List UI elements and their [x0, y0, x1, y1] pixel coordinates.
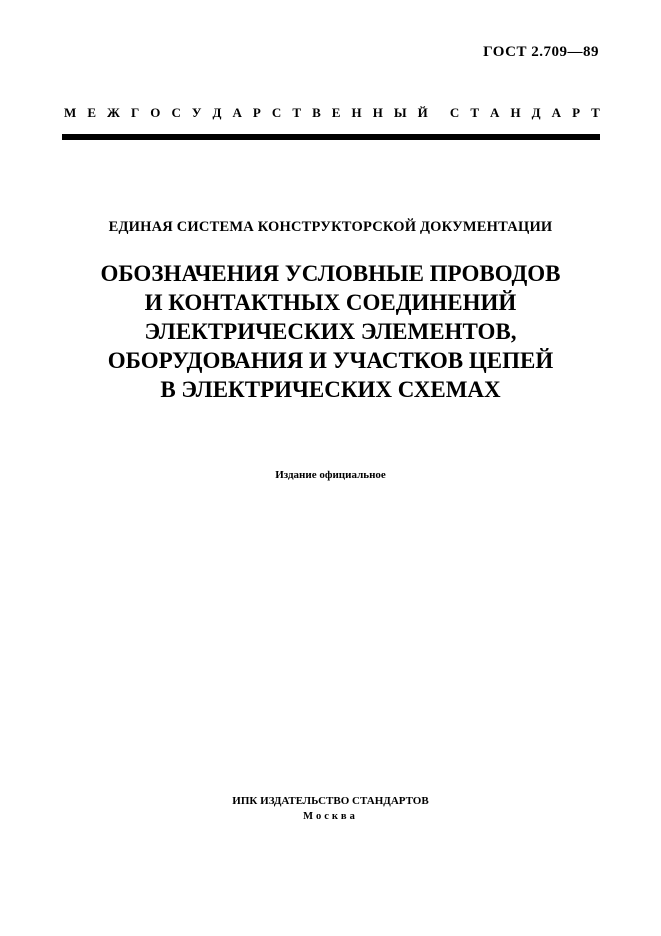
standard-type-letter: Е — [331, 105, 341, 120]
standard-type-letter: Н — [372, 105, 383, 120]
edition-label: Издание официальное — [275, 469, 386, 481]
standard-type-letter: Н — [351, 105, 362, 120]
title-line: ОБОРУДОВАНИЯ И УЧАСТКОВ ЦЕПЕЙ — [107, 348, 554, 373]
standard-type-letter: С — [271, 105, 282, 120]
standard-type-letter: Й — [417, 105, 428, 120]
standard-type-letter: Т — [591, 105, 600, 120]
standard-type-letter: Д — [212, 105, 222, 120]
standard-type-letter: О — [150, 105, 161, 120]
standard-type-letter: У — [191, 105, 202, 120]
standard-type-letter: Р — [572, 105, 581, 120]
standard-type-letter: Т — [470, 105, 479, 120]
standard-type-letter: А — [490, 105, 500, 120]
standard-type-letter: Д — [531, 105, 541, 120]
standard-type-letter: Н — [510, 105, 521, 120]
title-line: ЭЛЕКТРИЧЕСКИХ ЭЛЕМЕНТОВ, — [144, 319, 517, 344]
gost-number: ГОСТ 2.709—89 — [483, 44, 599, 60]
standard-type-letter: Р — [252, 105, 261, 120]
standard-type-letter: М — [64, 105, 77, 120]
standard-type-letter: В — [312, 105, 321, 120]
standard-type-letter: А — [551, 105, 562, 120]
document-title — [0, 259, 661, 404]
standard-type-letter: Т — [292, 105, 302, 120]
system-title: ЕДИНАЯ СИСТЕМА КОНСТРУКТОРСКОЙ ДОКУМЕНТАЦИИ — [108, 219, 553, 235]
standard-type-letter: Г — [130, 105, 140, 120]
standard-type-heading — [64, 105, 600, 121]
standard-type-letter: Ы — [393, 105, 407, 120]
header-rule — [62, 134, 600, 140]
standard-type-letter: Е — [87, 105, 96, 120]
standard-type-letter: Ж — [107, 105, 120, 120]
standard-type-letter: С — [171, 105, 181, 120]
title-line: И КОНТАКТНЫХ СОЕДИНЕНИЙ — [144, 290, 517, 315]
title-line: ОБОЗНАЧЕНИЯ УСЛОВНЫЕ ПРОВОДОВ — [100, 261, 561, 286]
standard-type-letter: А — [232, 105, 242, 120]
publisher: ИПК ИЗДАТЕЛЬСТВО СТАНДАРТОВ — [232, 795, 429, 807]
title-line: В ЭЛЕКТРИЧЕСКИХ СХЕМАХ — [160, 377, 501, 402]
standard-type-letter: С — [449, 105, 460, 120]
city: Москва — [303, 811, 358, 822]
